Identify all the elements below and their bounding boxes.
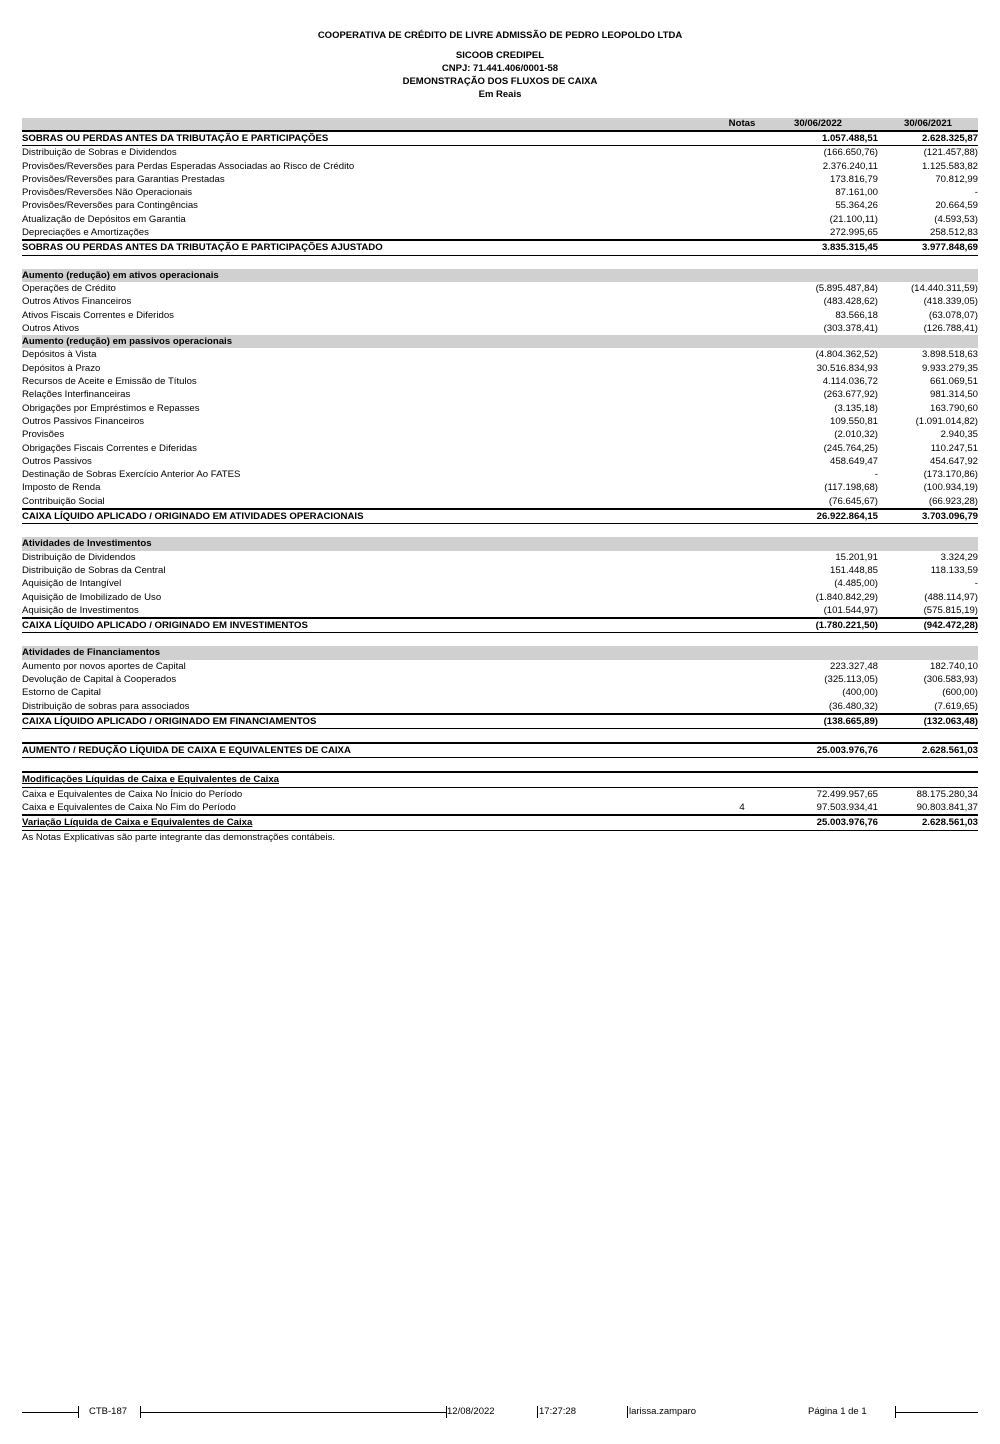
value-2021: 1.125.583,82: [921, 160, 978, 172]
spacer: [22, 524, 978, 537]
value-2022: (1.780.221,50): [815, 620, 878, 632]
value-2021: (63.078,07): [928, 309, 978, 321]
table-row: [22, 295, 978, 308]
net-variation-row: [22, 814, 978, 830]
section-header-modifications: [22, 771, 978, 787]
value-2021: 9.933.279,35: [921, 362, 978, 374]
table-row: [22, 282, 978, 295]
footnote: As Notas Explicativas são parte integrante das demonstrações contábeis.: [22, 831, 336, 843]
spacer: [22, 633, 978, 646]
value-2022: (117.198,68): [824, 482, 878, 494]
value-2022: (5.895.487,84): [815, 282, 878, 294]
value-2021: (942.472,28): [923, 620, 978, 632]
table-row: [22, 801, 978, 814]
table-row: [22, 591, 978, 604]
table-row: [22, 673, 978, 686]
value-2022: (3.135,18): [834, 402, 878, 414]
row-label: Obrigações por Empréstimos e Repasses: [22, 402, 200, 414]
row-label: Aquisição de Investimentos: [22, 604, 139, 616]
row-label: CAIXA LÍQUIDO APLICADO / ORIGINADO EM ATIVIDADES OPERACIONAIS: [22, 511, 364, 523]
value-2022: (1.840.842,29): [815, 591, 878, 603]
financing-total-row: [22, 713, 978, 729]
operating-total-row: [22, 508, 978, 524]
row-label: Obrigações Fiscais Correntes e Diferidas: [22, 442, 197, 454]
table-row: [22, 428, 978, 441]
table-row: [22, 199, 978, 212]
row-label: Outros Ativos: [22, 322, 80, 334]
value-2022: (4.485,00): [834, 578, 878, 590]
table-row: [22, 213, 978, 226]
value-2021: 2.628.325,87: [921, 133, 978, 144]
value-2021: 3.324,29: [940, 551, 978, 563]
value-2021: (121.457,88): [923, 147, 978, 159]
report-code: CTB-187: [89, 1406, 128, 1417]
value-2021: 2.940,35: [940, 429, 978, 441]
row-label: Depósitos à Prazo: [22, 362, 101, 374]
value-2021: (600,00): [942, 687, 978, 699]
value-2022: 97.503.934,41: [816, 802, 878, 814]
value-2021: (132.063,48): [923, 715, 978, 727]
row-label: CAIXA LÍQUIDO APLICADO / ORIGINADO EM FINANCIAMENTOS: [22, 715, 317, 727]
row-label: Aquisição de Intangível: [22, 578, 122, 590]
value-2022: 458.649,47: [829, 455, 878, 467]
row-label: Atualização de Depósitos em Garantia: [22, 213, 186, 225]
value-2021: 3.898.518,63: [921, 349, 978, 361]
footer-rule: [140, 1412, 446, 1413]
document-title: DEMONSTRAÇÃO DOS FLUXOS DE CAIXA: [402, 76, 598, 87]
table-row: [22, 604, 978, 617]
note-ref: 4: [739, 802, 745, 814]
footer-divider: [627, 1406, 628, 1418]
page-number: Página 1 de 1: [808, 1406, 867, 1417]
row-label: Distribuição de Sobras e Dividendos: [22, 147, 177, 159]
value-2022: (138.665,89): [823, 715, 878, 727]
col-notes: Notas: [728, 118, 756, 129]
value-2021: (575.815,19): [923, 604, 978, 616]
table-row: [22, 700, 978, 713]
section-title: Atividades de Investimentos: [22, 538, 152, 550]
value-2021: (126.788,41): [923, 322, 978, 334]
value-2022: 151.448,85: [829, 564, 878, 576]
table-row: [22, 362, 978, 375]
footer-divider: [537, 1406, 538, 1418]
value-2021: 3.703.096,79: [921, 511, 978, 523]
value-2021: 258.512,83: [929, 227, 978, 239]
column-header-row: [22, 118, 978, 130]
table-row: [22, 455, 978, 468]
value-2021: 454.647,92: [929, 455, 978, 467]
table-row: [22, 481, 978, 494]
cash-flow-table: [22, 118, 978, 844]
table-row: [22, 309, 978, 322]
value-2021: (100.934,19): [923, 482, 978, 494]
row-label: Provisões/Reversões para Perdas Esperadas Associadas ao Risco de Crédito: [22, 160, 355, 172]
table-row: [22, 160, 978, 173]
value-2022: 3.835.315,45: [821, 242, 878, 254]
section-title: Atividades de Financiamentos: [22, 647, 161, 659]
row-label: Aumento por novos aportes de Capital: [22, 660, 186, 672]
value-2022: 30.516.834,93: [816, 362, 878, 374]
pre-tax-result-row: [22, 130, 978, 146]
table-row: [22, 402, 978, 415]
value-2022: 83.566,18: [835, 309, 878, 321]
investing-total-row: [22, 617, 978, 633]
row-label: Distribuição de Dividendos: [22, 551, 136, 563]
section-header-financing: [22, 646, 978, 659]
value-2021: (7.619,65): [934, 700, 978, 712]
brand-name: SICOOB CREDIPEL: [455, 50, 545, 61]
value-2022: 173.816,79: [829, 173, 878, 185]
value-2022: (21.100,11): [829, 213, 878, 225]
footnote-row: [22, 831, 978, 844]
value-2021: 70.812,99: [935, 173, 978, 185]
footer-rule: [22, 1412, 78, 1413]
row-label: Provisões/Reversões para Garantias Prestadas: [22, 173, 225, 185]
value-2021: 2.628.561,03: [921, 745, 978, 757]
row-label: Destinação de Sobras Exercício Anterior Ao FATES: [22, 469, 241, 481]
table-row: [22, 468, 978, 481]
value-2022: (263.677,92): [823, 389, 878, 401]
section-header-operating-liabilities: [22, 335, 978, 348]
row-label: SOBRAS OU PERDAS ANTES DA TRIBUTAÇÃO E PARTICIPAÇÕES: [22, 133, 329, 144]
cnpj: CNPJ: 71.441.406/0001-58: [441, 63, 559, 74]
value-2022: 4.114.036,72: [822, 376, 878, 388]
value-2021: (4.593,53): [934, 213, 978, 225]
row-label: Provisões/Reversões para Contingências: [22, 200, 198, 212]
value-2022: (2.010,32): [834, 429, 878, 441]
value-2021: 661.069,51: [929, 376, 978, 388]
row-label: Provisões/Reversões Não Operacionais: [22, 187, 193, 199]
value-2021: 182.740,10: [929, 660, 978, 672]
value-2022: (483.428,62): [823, 296, 878, 308]
footer-divider: [78, 1406, 79, 1418]
row-label: Distribuição de Sobras da Central: [22, 564, 166, 576]
value-2022: 25.003.976,76: [816, 817, 878, 829]
value-2022: 272.995,65: [829, 227, 878, 239]
value-2022: (303.378,41): [823, 322, 878, 334]
row-label: Relações Interfinanceiras: [22, 389, 131, 401]
value-2022: (400,00): [842, 687, 878, 699]
row-label: Distribuição de sobras para associados: [22, 700, 190, 712]
row-label: CAIXA LÍQUIDO APLICADO / ORIGINADO EM INVESTIMENTOS: [22, 620, 308, 632]
value-2022: (166.650,76): [823, 147, 878, 159]
value-2022: (101.544,97): [823, 604, 878, 616]
table-row: [22, 375, 978, 388]
value-2022: (76.645,67): [828, 495, 878, 507]
value-2021: (1.091.014,82): [915, 415, 978, 427]
value-2021: 981.314,50: [929, 389, 978, 401]
value-2022: (325.113,05): [824, 673, 878, 685]
section-header-operating-assets: [22, 269, 978, 282]
row-label: Outros Passivos Financeiros: [22, 415, 145, 427]
value-2021: 88.175.280,34: [916, 788, 978, 800]
company-name: COOPERATIVA DE CRÉDITO DE LIVRE ADMISSÃO DE PEDRO LEOPOLDO LTDA: [317, 30, 683, 41]
row-label: SOBRAS OU PERDAS ANTES DA TRIBUTAÇÃO E PARTICIPAÇÕES AJUSTADO: [22, 242, 383, 254]
col-period-2021: 30/06/2021: [903, 118, 952, 129]
report-footer: [0, 1405, 1000, 1419]
value-2022: 72.499.957,65: [816, 788, 878, 800]
row-label: Outros Passivos: [22, 455, 92, 467]
value-2022: 87.161,00: [835, 187, 878, 199]
print-time: 17:27:28: [539, 1406, 576, 1417]
section-header-investing: [22, 537, 978, 550]
value-2021: 2.628.561,03: [921, 817, 978, 829]
value-2021: (14.440.311,59): [910, 282, 978, 294]
unit-label: Em Reais: [478, 89, 522, 100]
value-2021: 90.803.841,37: [916, 802, 978, 814]
value-2021: 163.790,60: [929, 402, 978, 414]
table-row: [22, 564, 978, 577]
row-label: Devolução de Capital à Cooperados: [22, 673, 177, 685]
section-title: Aumento (redução) em passivos operacionais: [22, 336, 233, 348]
value-2021: 20.664,59: [935, 200, 978, 212]
spacer: [22, 758, 978, 771]
print-user: larissa.zamparo: [629, 1406, 697, 1417]
row-label: Depreciações e Amortizações: [22, 227, 149, 239]
section-title: Aumento (redução) em ativos operacionais: [22, 269, 219, 281]
footer-rule: [895, 1412, 978, 1413]
spacer: [22, 256, 978, 269]
table-row: [22, 577, 978, 590]
value-2022: (245.764,25): [823, 442, 878, 454]
value-2021: (66.923,28): [928, 495, 978, 507]
table-row: [22, 226, 978, 239]
table-row: [22, 660, 978, 673]
value-2022: 223.327,48: [829, 660, 878, 672]
table-row: [22, 686, 978, 699]
value-2021: 110.247,51: [930, 442, 978, 454]
value-2022: (4.804.362,52): [815, 349, 878, 361]
value-2021: 118.133,59: [930, 564, 978, 576]
table-row: [22, 146, 978, 159]
table-row: [22, 388, 978, 401]
table-row: [22, 322, 978, 335]
row-label: Operações de Crédito: [22, 282, 116, 294]
row-label: Outros Ativos Financeiros: [22, 296, 132, 308]
value-2021: -: [974, 187, 978, 199]
section-title: Modificações Líquidas de Caixa e Equivalentes de Caixa: [22, 774, 279, 786]
value-2022: 55.364,26: [835, 200, 878, 212]
row-label: Provisões: [22, 429, 65, 441]
row-label: Recursos de Aceite e Emissão de Títulos: [22, 376, 197, 388]
value-2021: -: [974, 578, 978, 590]
value-2021: (488.114,97): [924, 591, 978, 603]
value-2021: (173.170,86): [923, 469, 978, 481]
value-2022: 15.201,91: [835, 551, 878, 563]
table-row: [22, 788, 978, 801]
net-change-row: [22, 742, 978, 758]
row-label: Estorno de Capital: [22, 687, 101, 699]
row-label: Caixa e Equivalentes de Caixa No Fim do Período: [22, 802, 236, 814]
table-row: [22, 173, 978, 186]
table-row: [22, 442, 978, 455]
col-period-2022: 30/06/2022: [793, 118, 842, 129]
row-label: Aquisição de Imobilizado de Uso: [22, 591, 162, 603]
value-2021: (418.339,05): [923, 296, 978, 308]
row-label: Depósitos à Vista: [22, 349, 97, 361]
print-date: 12/08/2022: [447, 1406, 495, 1417]
row-label: Ativos Fiscais Correntes e Diferidos: [22, 309, 174, 321]
value-2022: 2.376.240,11: [822, 160, 878, 172]
row-label: Imposto de Renda: [22, 482, 101, 494]
row-label: Caixa e Equivalentes de Caixa No Ínicio do Período: [22, 788, 243, 800]
value-2022: 1.057.488,51: [821, 133, 878, 144]
row-label: Variação Líquida de Caixa e Equivalentes de Caixa: [22, 817, 253, 829]
table-row: [22, 348, 978, 361]
value-2022: -: [874, 469, 878, 481]
adjusted-result-row: [22, 239, 978, 255]
value-2022: (36.480,32): [828, 700, 878, 712]
value-2022: 26.922.864,15: [816, 511, 878, 523]
spacer: [22, 729, 978, 742]
row-label: AUMENTO / REDUÇÃO LÍQUIDA DE CAIXA E EQUIVALENTES DE CAIXA: [22, 745, 351, 757]
table-row: [22, 186, 978, 199]
value-2022: 25.003.976,76: [816, 745, 878, 757]
table-row: [22, 551, 978, 564]
row-label: Contribuição Social: [22, 495, 105, 507]
table-row: [22, 415, 978, 428]
table-row: [22, 495, 978, 508]
value-2022: 109.550,81: [829, 415, 878, 427]
value-2021: (306.583,93): [923, 673, 978, 685]
value-2021: 3.977.848,69: [921, 242, 978, 254]
